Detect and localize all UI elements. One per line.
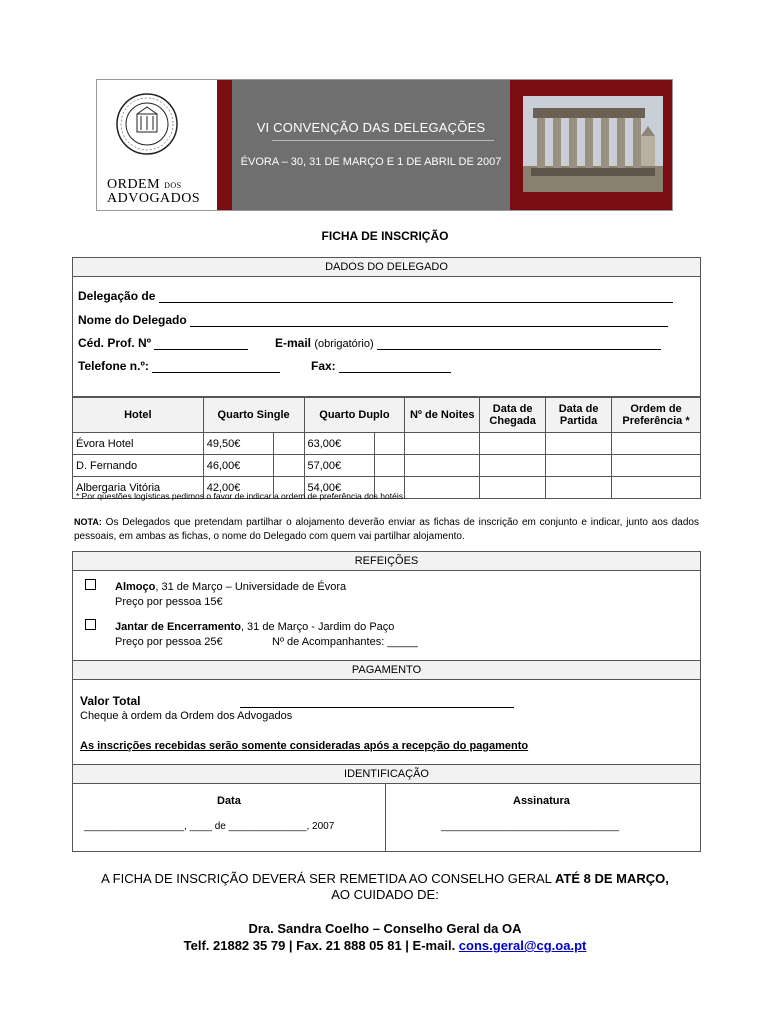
preferencia-cell[interactable] [612, 477, 701, 499]
data-label: Data [217, 795, 241, 807]
acompanhantes-field[interactable]: Nº de Acompanhantes: _____ [272, 636, 418, 648]
section-heading: DADOS DO DELEGADO [73, 258, 700, 277]
nota-label: NOTA: [74, 517, 102, 527]
red-bar [217, 80, 232, 210]
col-partida: Data de Partida [546, 398, 612, 433]
event-subtitle: ÉVORA – 30, 31 DE MARÇO E 1 DE ABRIL DE 2007 [240, 156, 502, 168]
telefone-field[interactable] [152, 361, 280, 373]
jantar-text: , 31 de Março - Jardim do Paço [240, 621, 395, 633]
nome-field[interactable] [190, 315, 668, 327]
single-checkbox-cell[interactable] [273, 455, 304, 477]
noites-cell[interactable] [405, 477, 480, 499]
noites-cell[interactable] [405, 433, 480, 455]
preferencia-cell[interactable] [612, 433, 701, 455]
instructions-text: A FICHA DE INSCRIÇÃO DEVERÁ SER REMETIDA AO CONSELHO GERAL [101, 871, 555, 886]
date-field[interactable]: __________________, ____ de ______________, 2007 [84, 821, 335, 832]
price-duplo: 63,00€ [304, 433, 374, 455]
identificacao-section [72, 764, 701, 852]
ced-field[interactable] [154, 338, 248, 350]
nome-label: Nome do Delegado [78, 313, 187, 327]
deadline: ATÉ 8 DE MARÇO, [555, 871, 669, 886]
col-single: Quarto Single [203, 398, 304, 433]
logo-area [97, 80, 217, 210]
col-duplo: Quarto Duplo [304, 398, 405, 433]
jantar-checkbox[interactable] [85, 619, 96, 630]
price-single: 42,00€ [203, 477, 273, 499]
valor-total-field[interactable] [240, 696, 514, 708]
org-name-2: ADVOGADOS [107, 191, 201, 206]
partida-cell[interactable] [546, 433, 612, 455]
hotels-footnote: * Por questões logísticas pedimos o favor de indicar a ordem de preferência dos hotéis. [76, 491, 406, 501]
almoco-checkbox[interactable] [85, 579, 96, 590]
nota-text: Os Delegados que pretendam partilhar o alojamento deverão enviar as fichas de inscrição em conjunto e indicar, junto aos dados pessoais, em ambas as fichas, o nome do Delegado com quem vai partilhar alojamento. [74, 517, 699, 542]
contact-name: Dra. Sandra Coelho – Conselho Geral da OA [248, 921, 522, 936]
hotel-name: D. Fernando [73, 455, 204, 477]
seal-icon [115, 92, 179, 156]
table-row [73, 455, 701, 477]
price-duplo: 57,00€ [304, 455, 374, 477]
divider [272, 140, 494, 141]
almoco-text: , 31 de Março – Universidade de Évora [155, 581, 347, 593]
form-title: FICHA DE INSCRIÇÃO [321, 229, 449, 243]
chegada-cell[interactable] [480, 455, 546, 477]
col-preferencia: Ordem de Preferência * [612, 398, 701, 433]
contact-block [0, 920, 770, 954]
banner-title-area [232, 80, 510, 210]
single-checkbox-cell[interactable] [273, 433, 304, 455]
jantar-label: Jantar de Encerramento [115, 621, 241, 633]
assinatura-label: Assinatura [513, 795, 570, 807]
section-heading: REFEIÇÕES [73, 552, 700, 571]
hotels-table [72, 397, 701, 499]
chegada-cell[interactable] [480, 477, 546, 499]
table-header-row [73, 398, 701, 433]
instructions-line2: AO CUIDADO DE: [331, 887, 439, 902]
contact-phone-fax: Telf. 21882 35 79 | Fax. 21 888 05 81 | E-mail. [183, 938, 459, 953]
nota-paragraph [74, 515, 699, 544]
valor-total-label: Valor Total [80, 694, 141, 708]
hotel-name: Albergaria Vitória [73, 477, 204, 499]
duplo-checkbox-cell[interactable] [374, 433, 405, 455]
signature-field[interactable]: ________________________________ [441, 821, 619, 832]
fax-field[interactable] [339, 361, 451, 373]
price-single: 46,00€ [203, 455, 273, 477]
col-chegada: Data de Chegada [480, 398, 546, 433]
col-hotel: Hotel [73, 398, 204, 433]
cheque-text: Cheque à ordem da Ordem dos Advogados [80, 710, 293, 722]
payment-notice: As inscrições recebidas serão somente consideradas após a recepção do pagamento [80, 740, 529, 752]
submission-instructions [0, 871, 770, 903]
column-divider [385, 784, 386, 851]
delegado-section [72, 257, 701, 397]
event-title: VI CONVENÇÃO DAS DELEGAÇÕES [256, 120, 486, 135]
preferencia-cell[interactable] [612, 455, 701, 477]
section-heading: IDENTIFICAÇÃO [73, 765, 700, 784]
col-noites: Nº de Noites [405, 398, 480, 433]
header-banner [96, 79, 673, 211]
almoco-label: Almoço [115, 581, 156, 593]
ced-label: Céd. Prof. Nº [78, 336, 152, 350]
contact-email-link[interactable]: cons.geral@cg.oa.pt [458, 938, 587, 953]
price-single: 49,50€ [203, 433, 273, 455]
org-name-dos: DOS [164, 181, 182, 190]
partida-cell[interactable] [546, 455, 612, 477]
hotel-name: Évora Hotel [73, 433, 204, 455]
email-label: E-mail [275, 336, 312, 350]
delegacao-label: Delegação de [78, 289, 156, 303]
almoco-price: Preço por pessoa 15€ [115, 596, 223, 608]
partida-cell[interactable] [546, 477, 612, 499]
email-field[interactable] [377, 338, 661, 350]
delegacao-field[interactable] [159, 291, 673, 303]
jantar-price: Preço por pessoa 25€ [115, 636, 223, 648]
noites-cell[interactable] [405, 455, 480, 477]
temple-image-icon [523, 96, 663, 192]
table-row [73, 433, 701, 455]
section-heading: PAGAMENTO [73, 661, 700, 680]
temple-photo [515, 80, 672, 210]
price-duplo: 54,00€ [304, 477, 374, 499]
telefone-label: Telefone n.º: [78, 359, 149, 373]
email-note: (obrigatório) [314, 338, 374, 350]
fax-label: Fax: [311, 359, 336, 373]
chegada-cell[interactable] [480, 433, 546, 455]
org-name-1: ORDEM [107, 177, 161, 192]
duplo-checkbox-cell[interactable] [374, 455, 405, 477]
